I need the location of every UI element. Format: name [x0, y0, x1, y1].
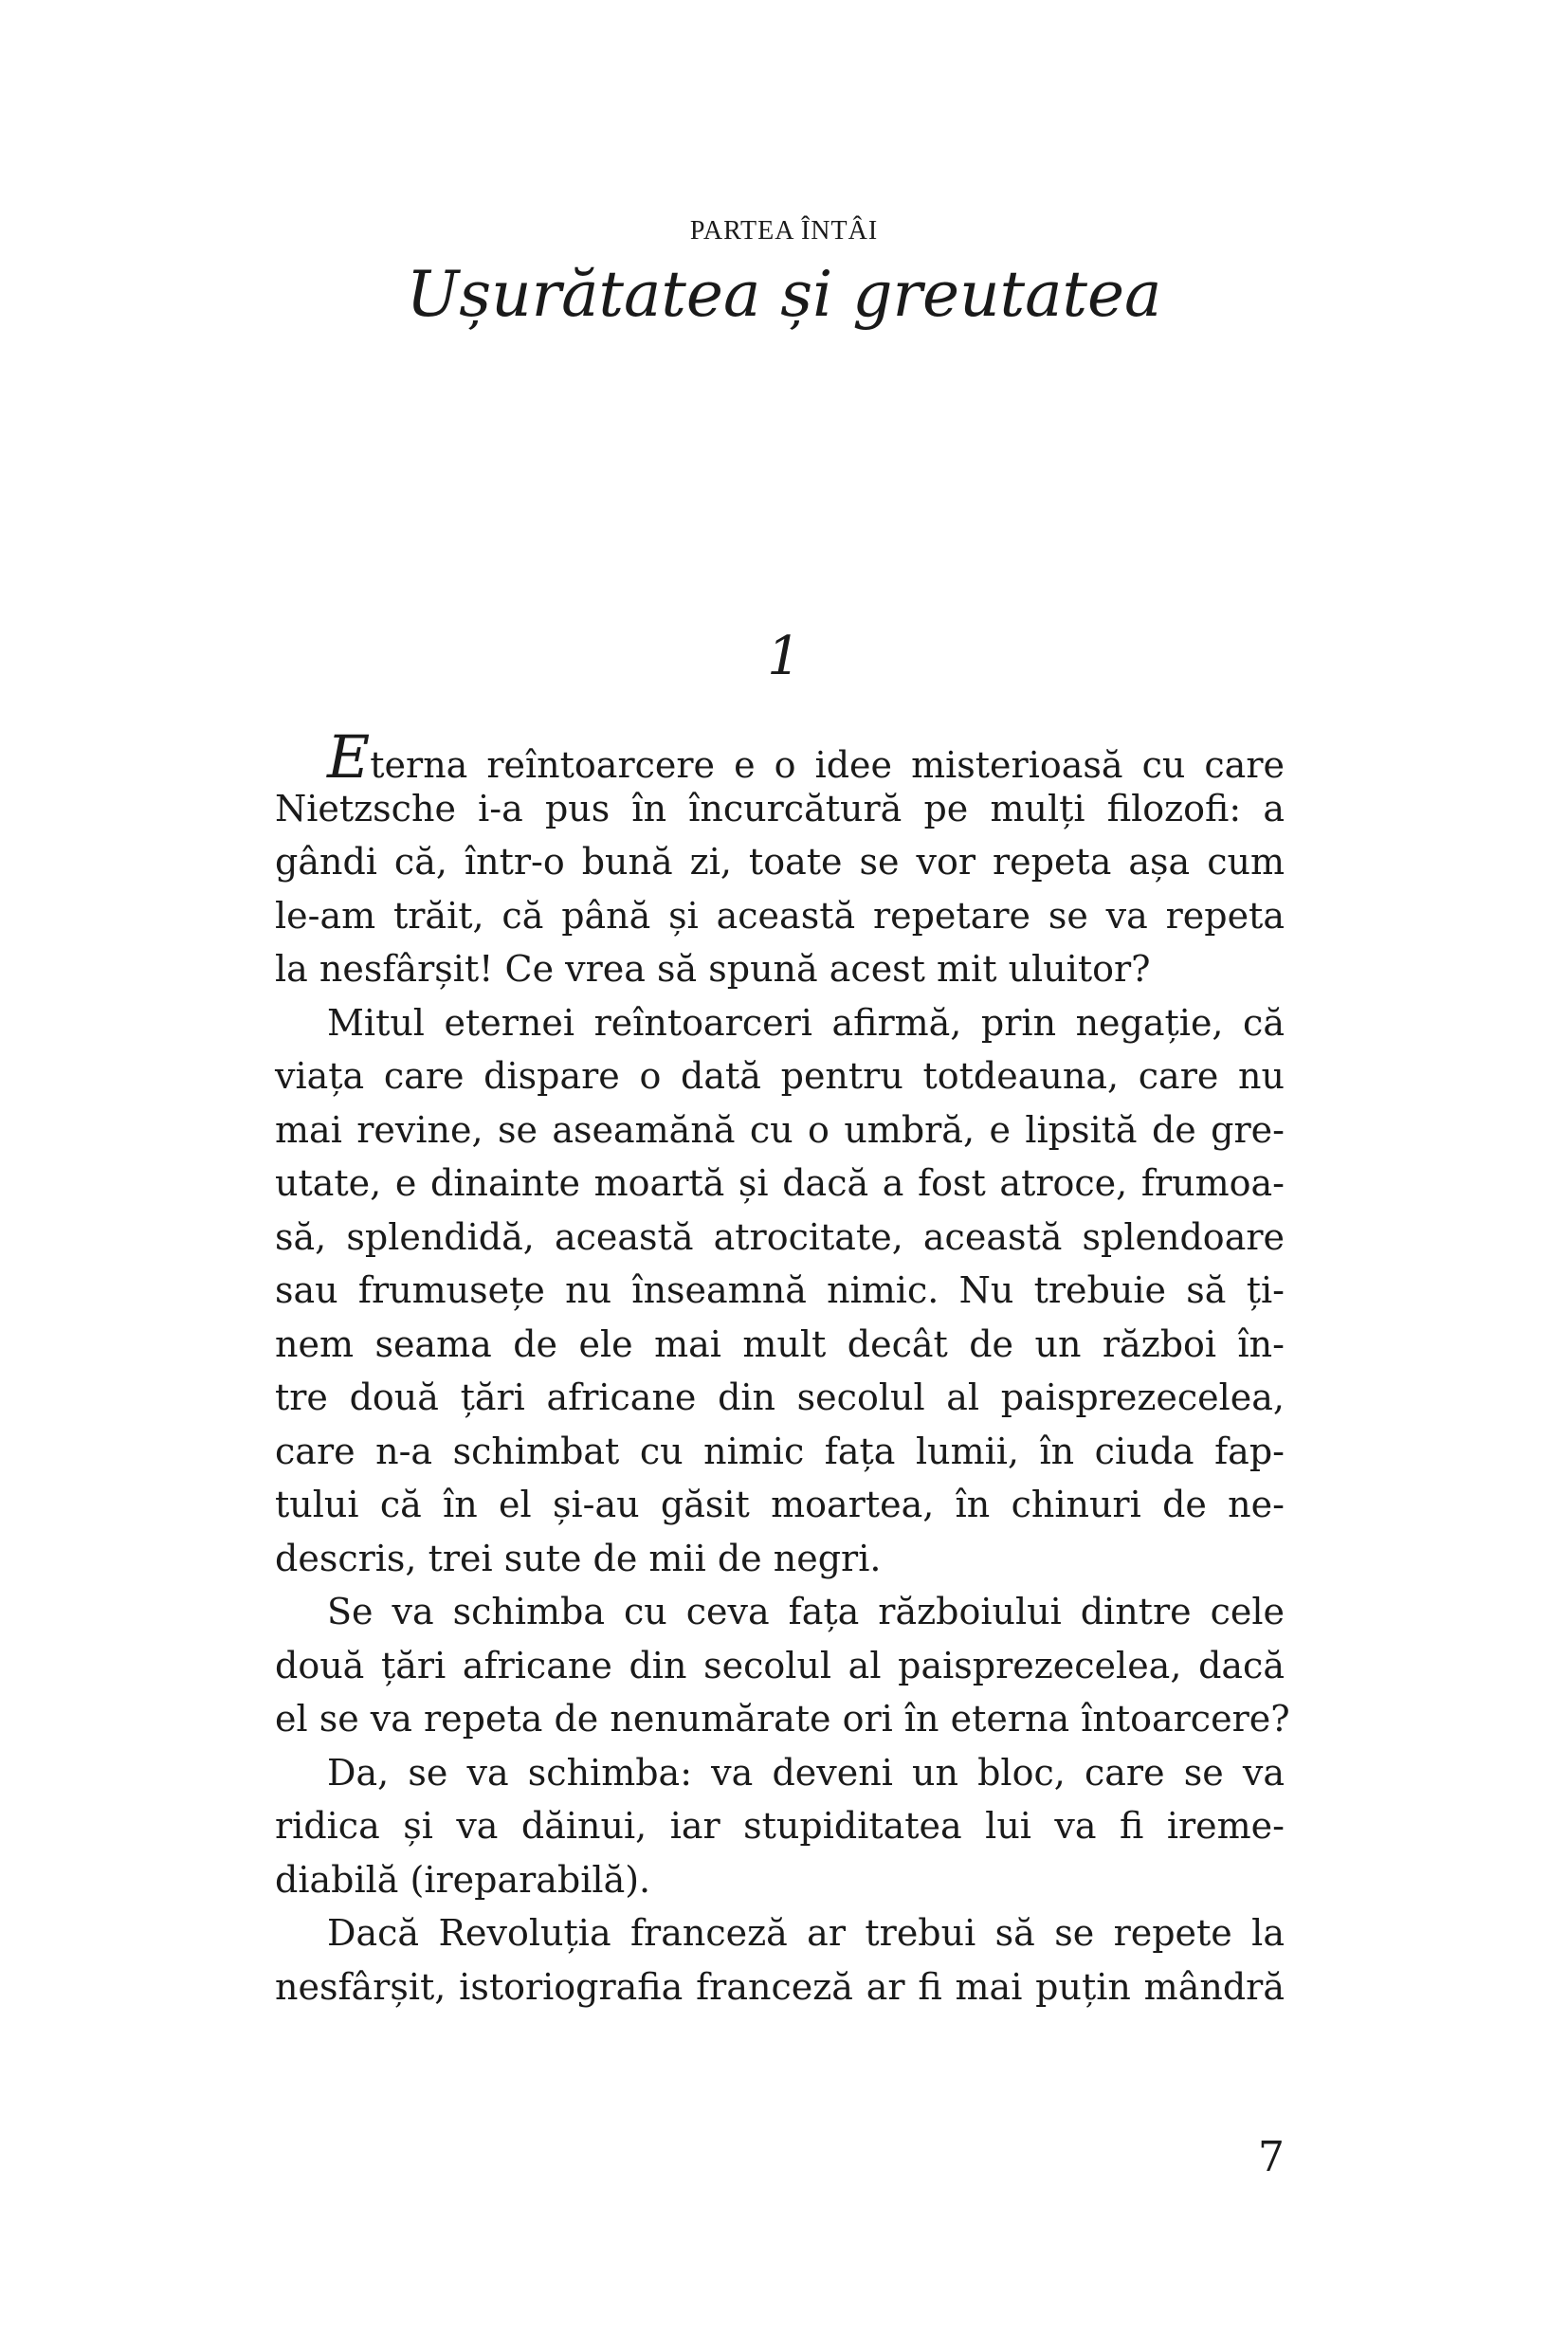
- text-line: mai revine, se aseamănă cu o umbră, e lipsită de gre-: [275, 1108, 1285, 1151]
- text-line: el se va repeta de nenumărate ori în eterna întoarcere?: [275, 1698, 1290, 1740]
- text-line: Mitul eternei reîntoarceri afirmă, prin negație, că: [327, 1001, 1285, 1044]
- text-line: tre două țări africane din secolul al paisprezecelea,: [275, 1376, 1285, 1418]
- chapter-number: 1: [767, 626, 801, 687]
- text-line: Da, se va schimba: va deveni un bloc, care se va: [327, 1751, 1285, 1794]
- paragraph-2: [275, 996, 1285, 1586]
- text-line: nem seama de ele mai mult decât de un război în-: [275, 1322, 1285, 1365]
- text-line: la nesfârșit! Ce vrea să spună acest mit uluitor?: [275, 948, 1151, 990]
- text-line: utate, e dinainte moartă și dacă a fost atroce, frumoa-: [275, 1162, 1285, 1204]
- text-line: gândi că, într-o bună zi, toate se vor repeta așa cum: [275, 841, 1285, 883]
- text-line-rest: terna reîntoarcere e o idee misterioasă cu care: [370, 744, 1285, 786]
- text-line: Nietzsche i-a pus în încurcătură pe mulți filozofi: a: [275, 787, 1285, 829]
- text-line: două țări africane din secolul al paisprezecelea, dacă: [275, 1644, 1285, 1686]
- text-line: ridica și va dăinui, iar stupiditatea lui va fi ireme-: [275, 1805, 1285, 1847]
- text-line: viața care dispare o dată pentru totdeauna, care nu: [275, 1055, 1285, 1097]
- text-line: tului că în el și-au găsit moartea, în chinuri de ne-: [275, 1484, 1285, 1525]
- paragraph-5: [275, 1906, 1285, 2014]
- text-line: care n-a schimbat cu nimic fața lumii, în ciuda fap-: [275, 1430, 1285, 1472]
- text-line: să, splendidă, această atrocitate, această splendoare: [275, 1215, 1285, 1258]
- paragraph-1: [275, 722, 1285, 996]
- text-line: nesfârșit, istoriografia franceză ar fi mai puțin mândră: [275, 1965, 1285, 2008]
- text-line: Dacă Revoluția franceză ar trebui să se repete la: [327, 1912, 1285, 1954]
- text-line: le-am trăit, că până și această repetare se va repeta: [275, 894, 1285, 937]
- paragraph-3: [275, 1585, 1290, 1746]
- page-number: 7: [1258, 2133, 1285, 2181]
- part-title: Ușurătatea și greutatea: [406, 258, 1162, 331]
- text-line: [275, 722, 1285, 792]
- text-line: sau frumusețe nu înseamnă nimic. Nu trebuie să ți-: [275, 1269, 1285, 1311]
- part-label: PARTEA ÎNTÂI: [689, 216, 879, 246]
- text-line: descris, trei sute de mii de negri.: [275, 1537, 882, 1579]
- body-text: [275, 722, 1290, 2014]
- paragraph-4: [275, 1746, 1285, 1907]
- drop-cap: E: [327, 722, 371, 792]
- text-line: Se va schimba cu ceva fața războiului dintre cele: [327, 1591, 1285, 1632]
- text-line: diabilă (ireparabilă).: [275, 1858, 651, 1901]
